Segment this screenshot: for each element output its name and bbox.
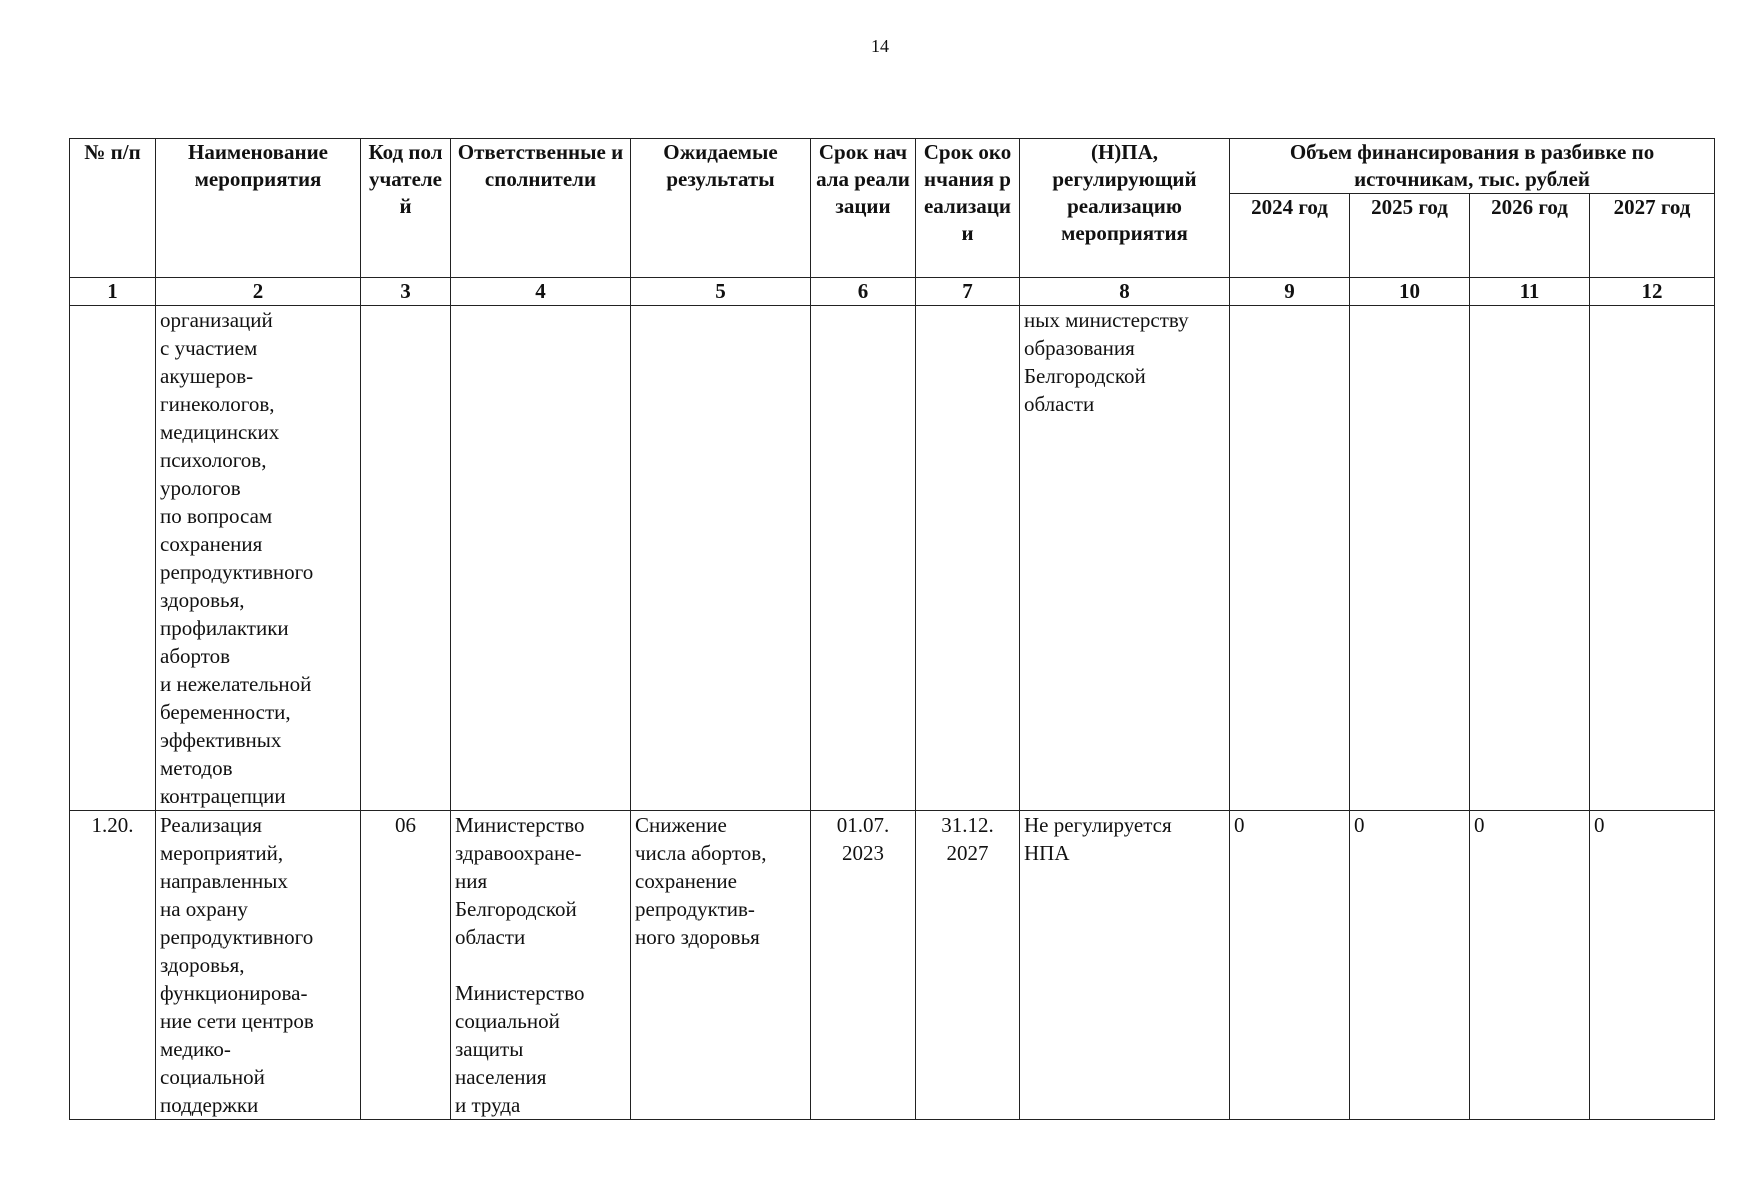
column-index: 4 — [451, 278, 631, 306]
row-npa: Не регулируется НПА — [1020, 811, 1230, 1120]
header-funding: Объем финансирования в разбивке по источникам, тыс. рублей — [1230, 139, 1715, 194]
column-index: 1 — [70, 278, 156, 306]
row-funding-2025: 0 — [1350, 811, 1470, 1120]
row-code — [361, 306, 451, 811]
header-results: Ожидаемые результаты — [631, 139, 811, 278]
row-results: Снижение числа абортов, сохранение репродуктив- ного здоровья — [631, 811, 811, 1120]
row-responsible: Министерство здравоохране- ния Белгородской области Министерство социальной защиты населения и труда — [451, 811, 631, 1120]
header-row-1 — [70, 139, 1715, 194]
row-funding-2025 — [1350, 306, 1470, 811]
header-year-2024: 2024 год — [1230, 194, 1350, 278]
row-funding-2027 — [1590, 306, 1715, 811]
column-index: 7 — [916, 278, 1020, 306]
table-row — [70, 306, 1715, 811]
row-name: Реализация мероприятий, направленных на охрану репродуктивного здоровья, функционирова- ние сети центров медико- социальной поддержки — [156, 811, 361, 1120]
column-index: 8 — [1020, 278, 1230, 306]
column-index: 9 — [1230, 278, 1350, 306]
row-funding-2026 — [1470, 306, 1590, 811]
header-code: Код получателей — [361, 139, 451, 278]
header-year-2026: 2026 год — [1470, 194, 1590, 278]
row-funding-2027: 0 — [1590, 811, 1715, 1120]
row-funding-2024: 0 — [1230, 811, 1350, 1120]
column-index-row — [70, 278, 1715, 306]
header-start: Срок начала реализации — [811, 139, 916, 278]
column-index: 3 — [361, 278, 451, 306]
column-index: 5 — [631, 278, 811, 306]
column-index: 2 — [156, 278, 361, 306]
row-results — [631, 306, 811, 811]
row-responsible — [451, 306, 631, 811]
row-start — [811, 306, 916, 811]
row-npa: ных министерству образования Белгородской области — [1020, 306, 1230, 811]
column-index: 12 — [1590, 278, 1715, 306]
row-code: 06 — [361, 811, 451, 1120]
row-number: 1.20. — [70, 811, 156, 1120]
row-number — [70, 306, 156, 811]
header-npa: (Н)ПА, регулирующий реализацию мероприятия — [1020, 139, 1230, 278]
row-funding-2026: 0 — [1470, 811, 1590, 1120]
column-index: 6 — [811, 278, 916, 306]
header-year-2027: 2027 год — [1590, 194, 1715, 278]
program-table — [69, 138, 1715, 1120]
row-end — [916, 306, 1020, 811]
header-number: № п/п — [70, 139, 156, 278]
row-end: 31.12. 2027 — [916, 811, 1020, 1120]
header-end: Срок окончания реализации — [916, 139, 1020, 278]
header-name: Наименование мероприятия — [156, 139, 361, 278]
table-row — [70, 811, 1715, 1120]
row-funding-2024 — [1230, 306, 1350, 811]
header-responsible: Ответственные исполнители — [451, 139, 631, 278]
page-number: 14 — [871, 36, 889, 56]
row-start: 01.07. 2023 — [811, 811, 916, 1120]
column-index: 10 — [1350, 278, 1470, 306]
column-index: 11 — [1470, 278, 1590, 306]
header-year-2025: 2025 год — [1350, 194, 1470, 278]
row-name: организаций с участием акушеров- гинекологов, медицинских психологов, урологов по вопросам сохранения репродуктивного здоровья, профилактики абортов и нежелательной беременности, эффективных методов контрацепции — [156, 306, 361, 811]
